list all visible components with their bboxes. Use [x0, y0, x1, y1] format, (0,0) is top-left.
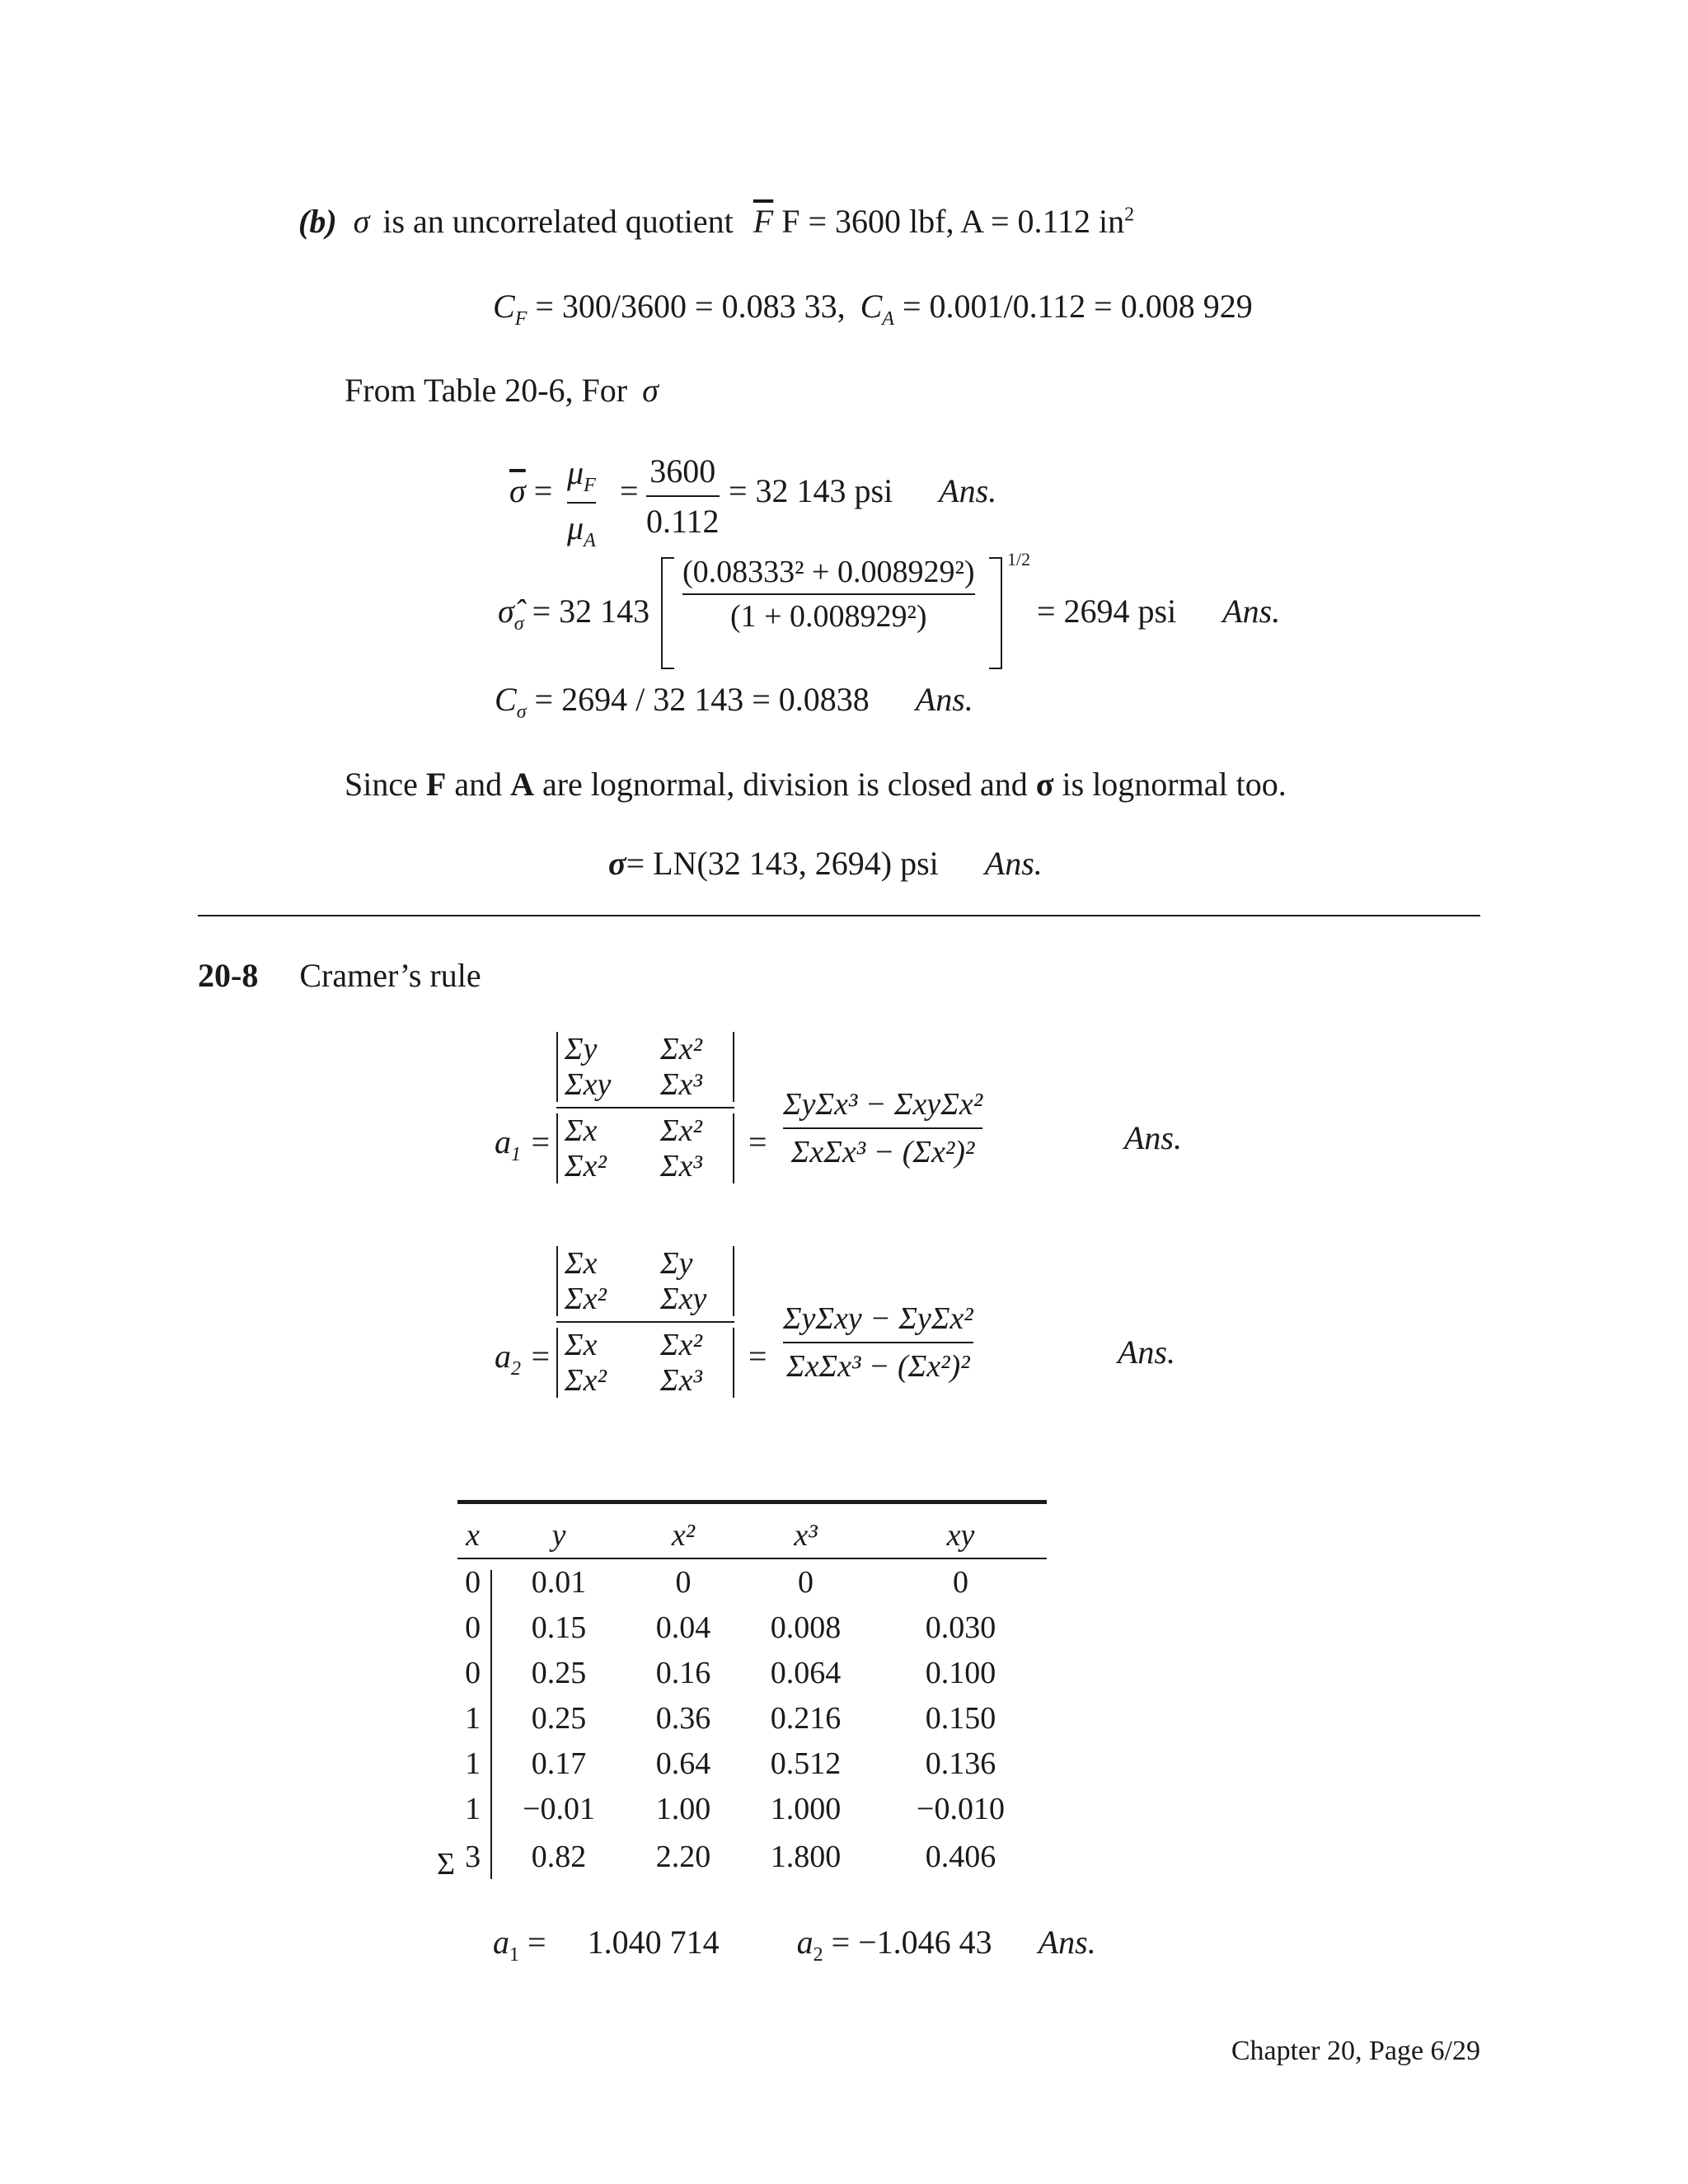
table-left-rule [490, 1570, 492, 1879]
a1-denominator-determinant: Σx Σx² Σx² Σx³ [556, 1113, 734, 1183]
part-b-statement: (b) σ is an uncorrelated quotient $\overline{F}$ F = 3600 lbf, A = 0.112 $in^2$ [298, 203, 1135, 240]
table-reference: From Table 20-6, For σ [345, 372, 659, 409]
mu-ratio-fraction: $\mu_F$ $\mu_A$ [567, 454, 596, 551]
std-dev-lhs: $\sigmâ_\sigma = 32$ 143 [498, 593, 650, 635]
table-top-rule [457, 1500, 1047, 1504]
mean-result: = 32 143 psi Ans. [729, 472, 997, 509]
table-row: 0 0.15 0.04 0.008 0.030 [465, 1610, 996, 1645]
table-row: 1 −0.01 1.00 1.000 −0.010 [465, 1791, 1005, 1826]
coefficient-of-variation-line: $C_F = 300/3600 = 0.083$ 33, $C_A = 0.001/0.112 = 0.008$ 929 [493, 288, 1253, 330]
bracket-right [989, 557, 1002, 669]
table-row: 0 0.01 0 0 0 [465, 1564, 968, 1600]
final-coefficients: $a_1 = 1.040$ 714 $a_2 = -1.046$ 43 Ans. [493, 1924, 1096, 1966]
bracket-left [661, 557, 674, 669]
part-label: (b) [298, 203, 337, 240]
a2-denominator-determinant: Σx Σx² Σx² Σx³ [556, 1328, 734, 1398]
table-row: 1 0.25 0.36 0.216 0.150 [465, 1700, 996, 1736]
section-divider [198, 915, 1480, 916]
std-dev-fraction: (0.08333² + 0.008929²) (1 + 0.008929²) [682, 555, 975, 634]
std-dev-result: = 2694 psi Ans. [1037, 593, 1281, 630]
a1-expanded-fraction: ΣyΣx³ − ΣxyΣx² ΣxΣx³ − (Σx²)² [783, 1087, 983, 1169]
problem-header: 20-8 Cramer’s rule [198, 957, 481, 994]
header-xy: xy [946, 1517, 975, 1553]
header-y: y [551, 1517, 566, 1553]
mean-value-fraction: 3600 0.112 [646, 452, 720, 540]
data-table [457, 1512, 1047, 1882]
a1-label: $a_1$ = [495, 1123, 551, 1165]
a2-determinant-ratio [556, 1246, 734, 1398]
a2-numerator-determinant: Σx Σy Σx² Σxy [556, 1246, 734, 1316]
a2-label: $a_2$ = [495, 1338, 551, 1380]
sum-symbol: Σ [437, 1847, 456, 1882]
header-x2: x² [671, 1517, 696, 1553]
closure-statement: Since F and A are lognormal, division is closed and σ is lognormal too. [345, 766, 1287, 803]
a2-ans: Ans. [1118, 1333, 1175, 1371]
table-row: 0 0.25 0.16 0.064 0.100 [465, 1655, 996, 1690]
a2-expanded-fraction: ΣyΣxy − ΣyΣx² ΣxΣx³ − (Σx²)² [783, 1301, 973, 1384]
table-row: 1 0.17 0.64 0.512 0.136 [465, 1746, 996, 1781]
a1-ans: Ans. [1124, 1119, 1182, 1156]
table-sum-row: 3 0.82 2.20 1.800 0.406 [465, 1840, 996, 1874]
final-distribution: σ= LN(32 143, 2694) psi Ans. [608, 845, 1043, 882]
cov-result: $C_\sigma = 2694 / 32$ 143 = 0.0838 Ans. [495, 681, 973, 723]
table-header-row [457, 1512, 1047, 1558]
a1-numerator-determinant: Σy Σx² Σxy Σx³ [556, 1032, 734, 1102]
a1-determinant-ratio [556, 1032, 734, 1183]
header-x3: x³ [794, 1517, 818, 1553]
mean-stress-lhs: $\overline{\sigma}$ = [509, 472, 553, 509]
page-footer: Chapter 20, Page 6/29 [1231, 2036, 1480, 2066]
header-x: x [466, 1517, 480, 1553]
